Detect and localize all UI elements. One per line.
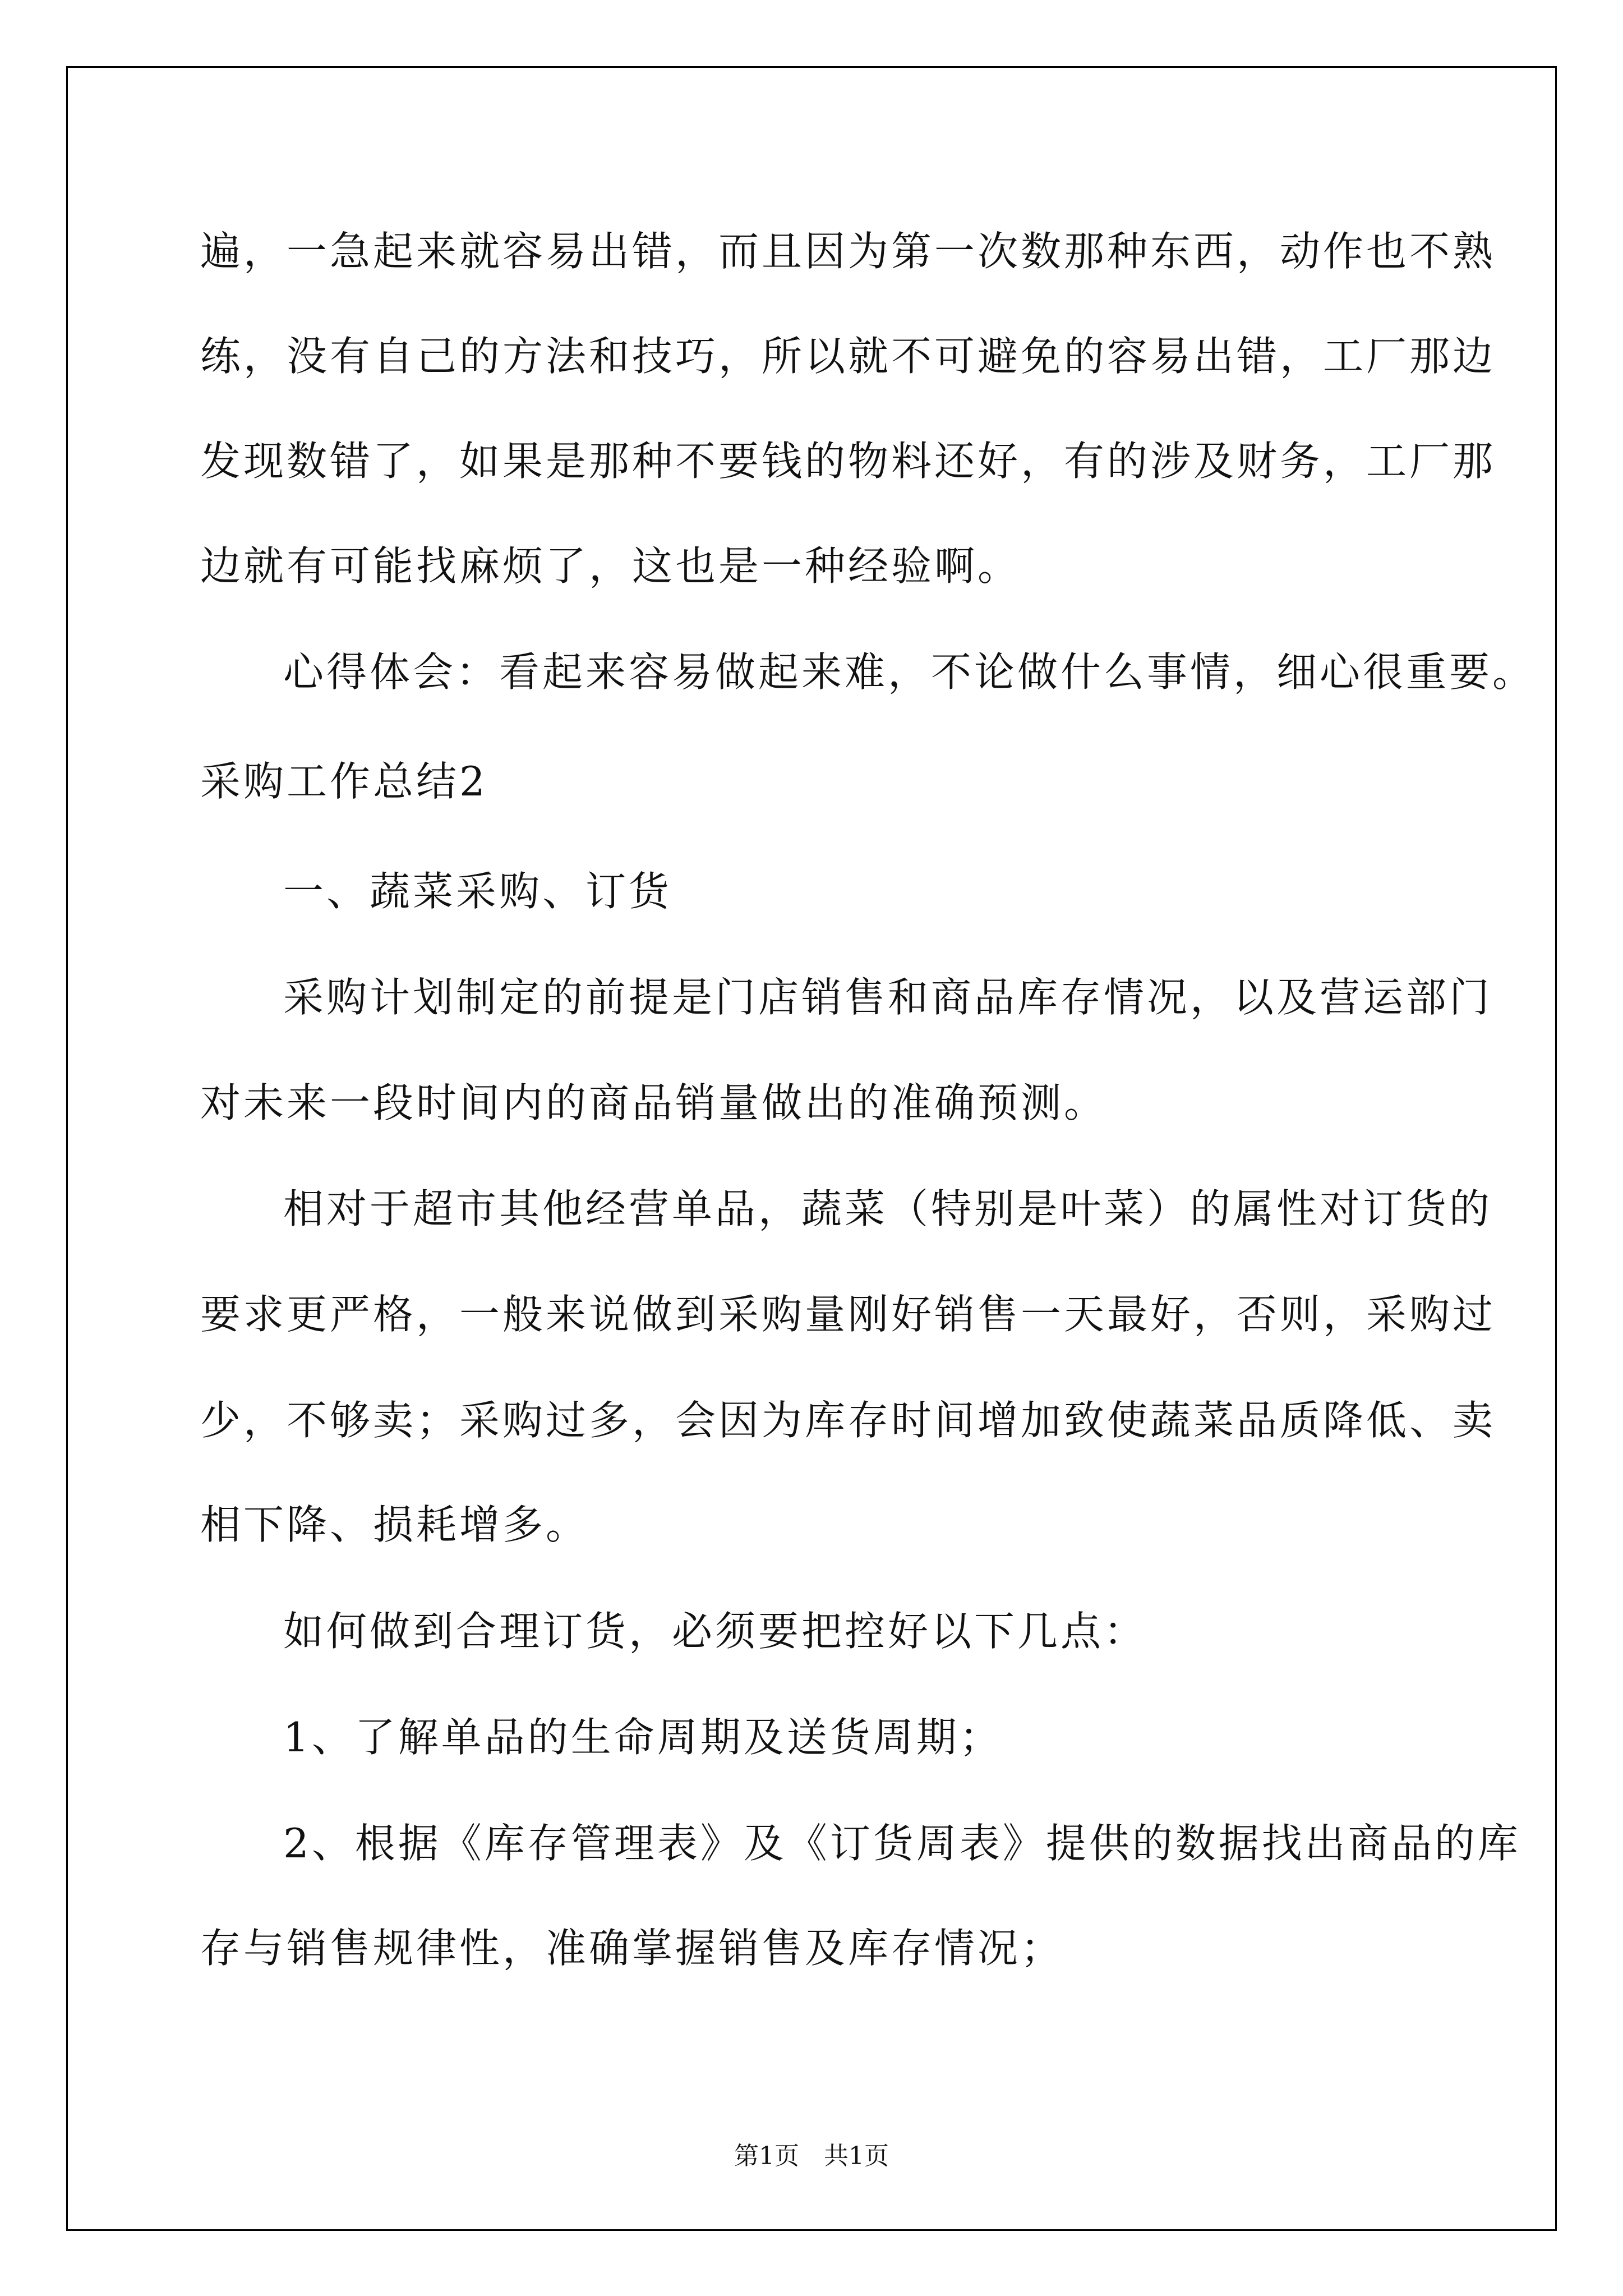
body-line: 相对于超市其他经营单品，蔬菜（特别是叶菜）的属性对订货的 [283,1185,1493,1232]
body-line: 边就有可能找麻烦了，这也是一种经验啊。 [200,542,1021,590]
body-line: 练，没有自己的方法和技巧，所以就不可避免的容易出错，工厂那边 [200,333,1496,380]
page-border [66,66,1557,2231]
body-line: 如何做到合理订货，必须要把控好以下几点： [283,1608,1147,1655]
body-line: 遍，一急起来就容易出错，而且因为第一次数那种东西，动作也不熟 [200,228,1496,275]
page-number-footer: 第1页 共1页 [734,2142,889,2170]
body-line: 少，不够卖；采购过多，会因为库存时间增加致使蔬菜品质降低、卖 [200,1397,1496,1444]
body-line: 要求更严格，一般来说做到采购量刚好销售一天最好，否则，采购过 [200,1291,1496,1338]
list-item-continuation: 存与销售规律性，准确掌握销售及库存情况； [200,1925,1064,1972]
body-line: 采购计划制定的前提是门店销售和商品库存情况，以及营运部门 [283,974,1493,1021]
body-line: 相下降、损耗增多。 [200,1501,589,1548]
body-line: 心得体会：看起来容易做起来难，不论做什么事情，细心很重要。 [283,648,1536,696]
list-item: 1、了解单品的生命周期及送货周期； [283,1714,1003,1761]
body-line: 对未来一段时间内的商品销量做出的准确预测。 [200,1079,1108,1126]
body-line: 发现数错了，如果是那种不要钱的物料还好，有的涉及财务，工厂那 [200,438,1496,485]
section-heading: 采购工作总结2 [200,758,488,805]
list-item: 2、根据《库存管理表》及《订货周表》提供的数据找出商品的库 [283,1820,1521,1867]
subsection-heading: 一、蔬菜采购、订货 [283,868,672,915]
